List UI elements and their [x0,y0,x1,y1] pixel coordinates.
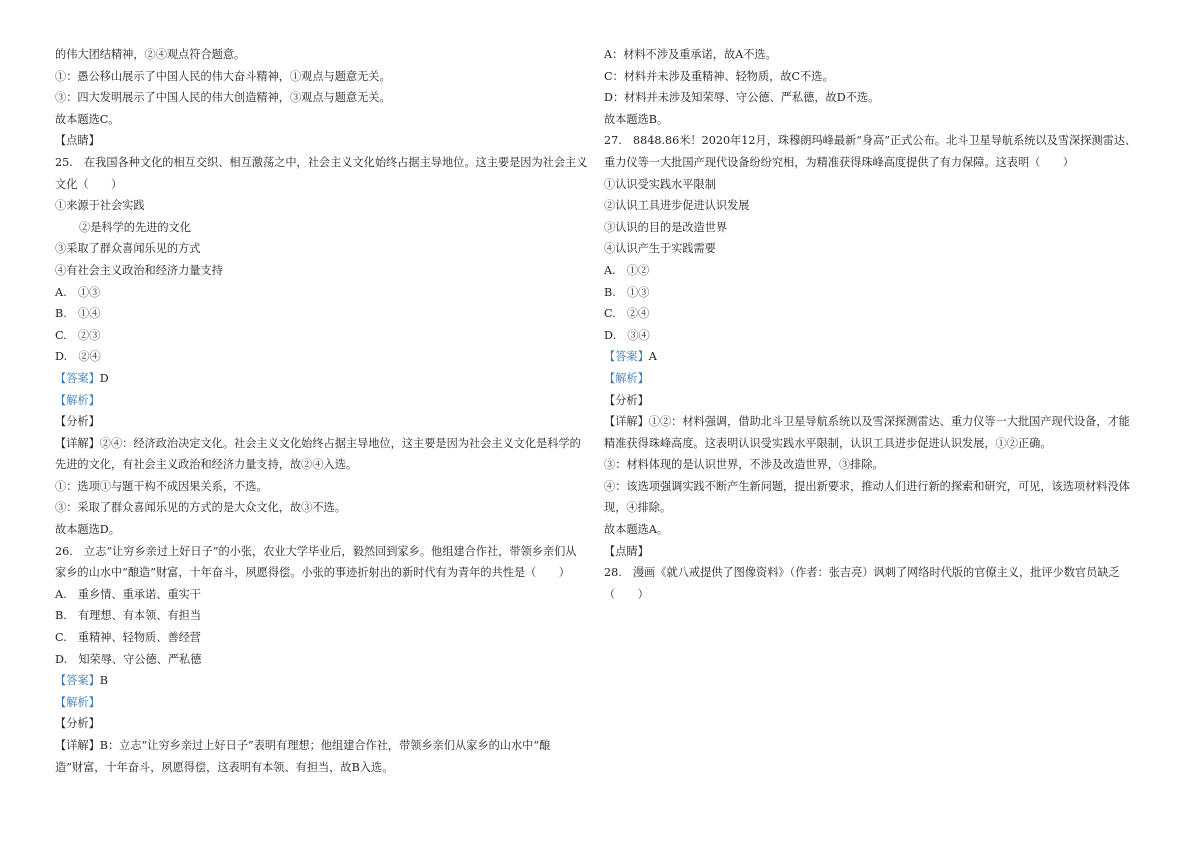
text-line: ④：该选项强调实践不断产生新问题，提出新要求，推动人们进行新的探索和研究，可见，该选项材料没体 [604,479,1130,493]
text-line: ③：四大发明展示了中国人民的伟大创造精神，③观点与题意无关。 [55,91,391,105]
text-line: 精准获得珠峰高度。这表明认识受实践水平限制，认识工具进步促进认识发展，①②正确。 [604,436,1052,450]
text-line: 【分析】 [604,393,649,407]
answer-tag: 【答案】 [604,350,649,364]
text-line: 27. 8848.86米！2020年12月，珠穆朗玛峰最新“身高”正式公布。北斗卫星导航系统以及雪深探测雷达、 [604,134,1137,148]
text-line: C：材料并未涉及重精神、轻物质，故C不选。 [604,69,834,83]
text-line: ①：选项①与题干构不成因果关系，不选。 [55,479,268,493]
answer-value: A [648,350,657,364]
text-line: A. ①② [604,263,650,277]
text-line: D. 知荣辱、守公德、严私德 [55,652,202,666]
text-line: 25. 在我国各种文化的相互交织、相互激荡之中，社会主义文化始终占据主导地位。这主要是因为社会主义 [55,155,588,169]
answer-tag: 【答案】 [55,371,100,385]
text-line: A：材料不涉及重承诺，故A不选。 [604,48,777,61]
text-line: ③：材料体现的是认识世界，不涉及改造世界，③排除。 [604,458,884,472]
text-line: 故本题选C。 [55,112,120,126]
text-line: ①认识受实践水平限制 [604,177,716,191]
text-line [55,670,585,692]
text-line: A. ①③ [55,285,101,299]
text-line: 【点睛】 [55,134,100,148]
text-line: 的伟大团结精神，②④观点符合题意。 [55,48,246,61]
text-line: 【详解】①②：材料强调，借助北斗卫星导航系统以及雪深探测雷达、重力仪等一大批国产现代设备，才能 [604,415,1130,429]
text-line: 【点睛】 [604,544,649,558]
text-line: ④认识产生于实践需要 [604,242,716,256]
answer-value: B [99,674,108,688]
text-line: C. ②③ [55,328,101,342]
text-line: B. 有理想、有本领、有担当 [55,609,202,623]
text-line: B. ①③ [604,285,650,299]
text-line: 故本题选A。 [604,523,669,537]
text-line: C. 重精神、轻物质、善经营 [55,631,201,645]
text-line: 先进的文化，有社会主义政治和经济力量支持，故②④入选。 [55,458,358,472]
text-line: 【分析】 [55,717,100,731]
text-line: 造”财富，十年奋斗，夙愿得偿，这表明有本领、有担当，故B入选。 [55,760,394,774]
text-line: ①来源于社会实践 [55,199,145,213]
text-line: D. ③④ [604,328,650,342]
text-line: B. ①④ [55,307,101,321]
text-line [604,346,1144,368]
text-line: 【详解】②④：经济政治决定文化。社会主义文化始终占据主导地位，这主要是因为社会主义文化是科学的 [55,436,581,450]
text-line: C. ②④ [604,307,650,321]
text-line: 28. 漫画《就八戒提供了图像资料》（作者：张吉亮）讽刺了网络时代版的官僚主义，批评少数官员缺乏 [604,566,1120,580]
text-line: D. ②④ [55,350,101,364]
text-line: 故本题选D。 [55,523,120,537]
text-line: 【分析】 [55,415,100,429]
text-line: （ ） [604,587,649,601]
text-line: 【详解】B：立志“让穷乡亲过上好日子”表明有理想；他组建合作社，带领乡亲们从家乡的山水中“酿 [55,739,551,752]
text-line: 26. 立志“让穷乡亲过上好日子”的小张，农业大学毕业后，毅然回到家乡。他组建合作社，带领乡亲们从 [55,544,577,558]
left-column [55,44,588,778]
text-line: ②是科学的先进的文化 [79,220,191,234]
answer-value: D [99,371,109,385]
text-line: ④有社会主义政治和经济力量支持 [55,263,223,277]
text-line: 现，④排除。 [604,501,672,515]
text-line: D：材料并未涉及知荣辱、守公德、严私德，故D不选。 [604,91,880,105]
text-line: 家乡的山水中“酿造”财富，十年奋斗，夙愿得偿。小张的事迹折射出的新时代有为青年的共性是（ ） [55,566,570,580]
text-line [55,368,585,390]
text-line: ③采取了群众喜闻乐见的方式 [55,242,201,256]
text-line: 文化（ ） [55,177,123,191]
right-column [604,44,1144,605]
text-line: ③认识的目的是改造世界 [604,220,728,234]
text-line: ②认识工具进步促进认识发展 [604,199,750,213]
answer-tag: 【答案】 [55,674,100,688]
text-line: ③：采取了群众喜闻乐见的方式的是大众文化，故③不选。 [55,501,346,515]
text-line: 重力仪等一大批国产现代设备纷纷究相，为精准获得珠峰高度提供了有力保障。这表明（ ） [604,155,1074,169]
text-line: 故本题选B。 [604,112,669,126]
analysis-tag: 【解析】 [55,393,100,407]
text-line: ①：愚公移山展示了中国人民的伟大奋斗精神，①观点与题意无关。 [55,69,391,83]
analysis-tag: 【解析】 [604,371,649,385]
text-line: A. 重乡情、重承诺、重实干 [55,587,201,601]
analysis-tag: 【解析】 [55,695,100,709]
